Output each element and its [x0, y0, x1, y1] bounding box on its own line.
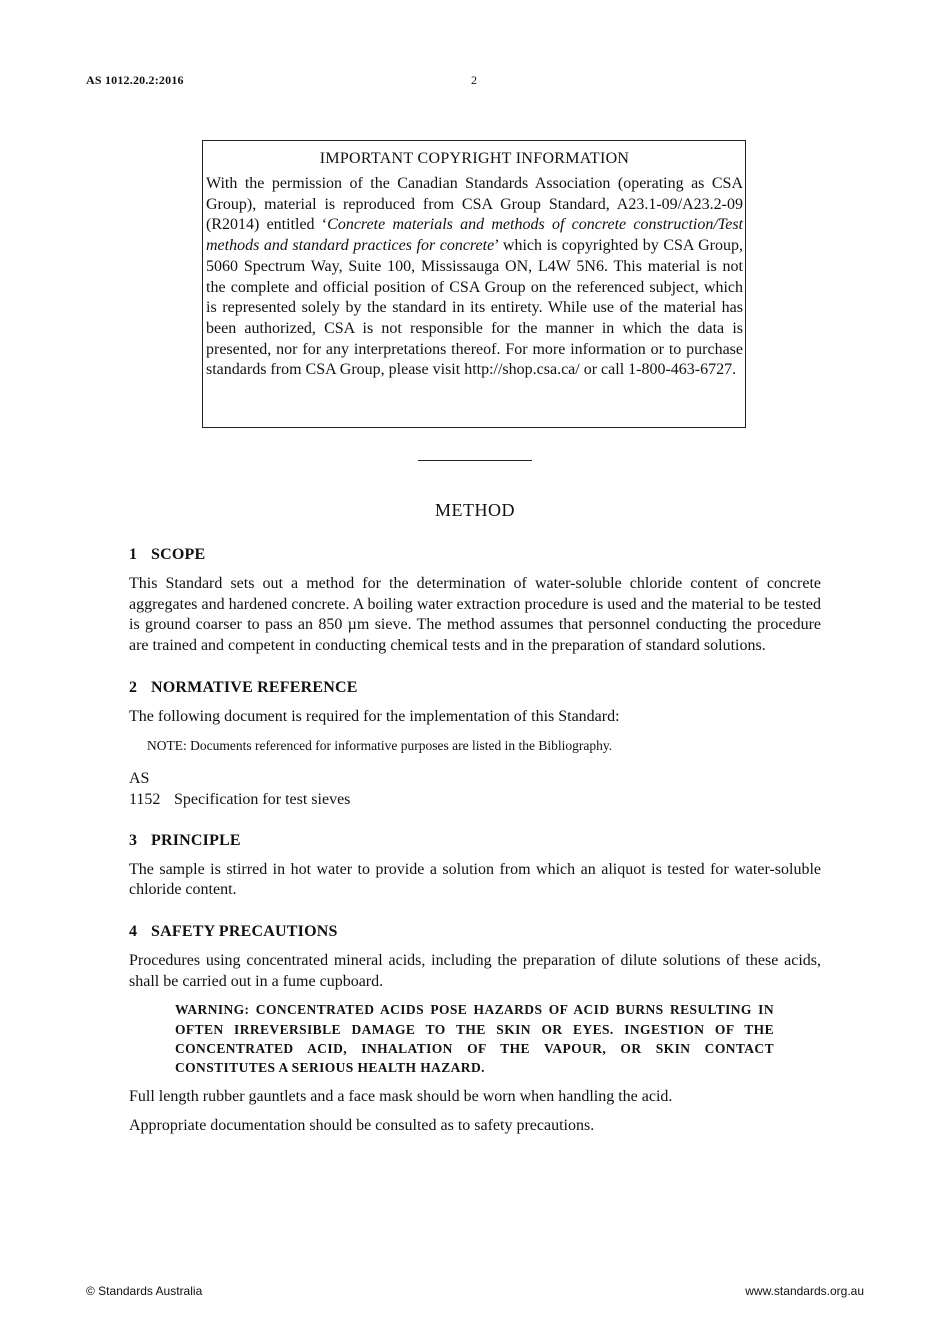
section-divider	[418, 460, 532, 461]
footer-copyright: © Standards Australia	[86, 1284, 203, 1298]
copyright-text-after: ’ which is copyrighted by CSA Group, 5060 Spectrum Way, Suite 100, Mississauga ON, L4W 5N6. This material is not the complete and official position of CSA Group on the referenced subject, which is represented solely by the standard in its entirety. While use of the material has been authorized, CSA is not responsible for the manner in which the data is presented, nor for any interpretations thereof. For more information or to purchase standards from CSA Group, please visit http://shop.csa.ca/ or call 1-800-463-6727.	[206, 237, 744, 379]
footer-website: www.standards.org.au	[745, 1284, 864, 1298]
standard-id: AS 1012.20.2:2016	[86, 73, 184, 87]
normative-text: The following document is required for the implementation of this Standard:	[129, 707, 620, 725]
principle-text: The sample is stirred in hot water to provide a solution from which an aliquot is tested for water-soluble chloride content.	[129, 860, 821, 899]
scope-text: This Standard sets out a method for the determination of water-soluble chloride content of concrete aggregates and hardened concrete. A boiling water extraction procedure is used and the material to be tested is ground coarser to pass an 850 µm sieve. The method assumes that personnel conducting the procedure are trained and competent in conducting chemical tests and in the preparation of standard solutions.	[129, 575, 821, 655]
section-number: 4	[129, 922, 138, 940]
normative-note: NOTE: Documents referenced for informative purposes are listed in the Bibliography.	[147, 737, 613, 753]
method-content	[129, 545, 821, 1158]
safety-paragraph-documentation: Appropriate documentation should be consulted as to safety precautions.	[129, 1117, 595, 1135]
safety-text: Procedures using concentrated mineral acids, including the preparation of dilute solutions of these acids, shall be carried out in a fume cupboard.	[129, 951, 821, 990]
section-safety-precautions	[129, 922, 821, 1137]
copyright-box	[202, 140, 746, 428]
copyright-text-before: With the permission of the Canadian Standards Association (operating as CSA Group), material is reproduced from CSA Group Standard, A23.1-09/A23.2-09 (R2014) entitled ‘	[206, 175, 743, 234]
reference-entry	[129, 789, 821, 810]
section-number: 1	[129, 546, 138, 563]
reference-number: 1152	[129, 790, 161, 808]
page-number: 2	[471, 73, 477, 87]
safety-paragraph-gauntlets: Full length rubber gauntlets and a face mask should be worn when handling the acid.	[129, 1087, 673, 1105]
section-scope	[129, 545, 821, 657]
section-title: SCOPE	[151, 546, 206, 563]
copyright-title: IMPORTANT COPYRIGHT INFORMATION	[319, 150, 630, 167]
section-title: NORMATIVE REFERENCE	[151, 678, 358, 696]
safety-warning: WARNING: CONCENTRATED ACIDS POSE HAZARDS OF ACID BURNS RESULTING IN OFTEN IRREVERSIBLE DAMAGE TO THE SKIN OR EYES. INGESTION OF THE CONCENTRATED ACID, INHALATION OF THE VAPOUR, OR SKIN CONTACT CONSTITUTES A SERIOUS HEALTH HAZARD.	[175, 1002, 774, 1076]
reference-series: AS	[129, 769, 150, 787]
section-title: PRINCIPLE	[151, 831, 241, 849]
section-number: 2	[129, 678, 138, 696]
copyright-italic-title: Concrete materials and methods of concrete construction/Test methods and standard practices for concrete	[206, 216, 744, 255]
reference-title: Specification for test sieves	[174, 790, 351, 808]
section-title: SAFETY PRECAUTIONS	[151, 922, 338, 940]
method-title: METHOD	[435, 500, 515, 520]
section-heading	[129, 678, 821, 698]
section-principle	[129, 831, 821, 901]
section-heading	[129, 831, 821, 851]
section-heading	[129, 922, 821, 942]
section-normative-reference	[129, 678, 821, 810]
section-heading	[129, 545, 821, 565]
section-number: 3	[129, 831, 138, 849]
copyright-text	[206, 174, 743, 381]
